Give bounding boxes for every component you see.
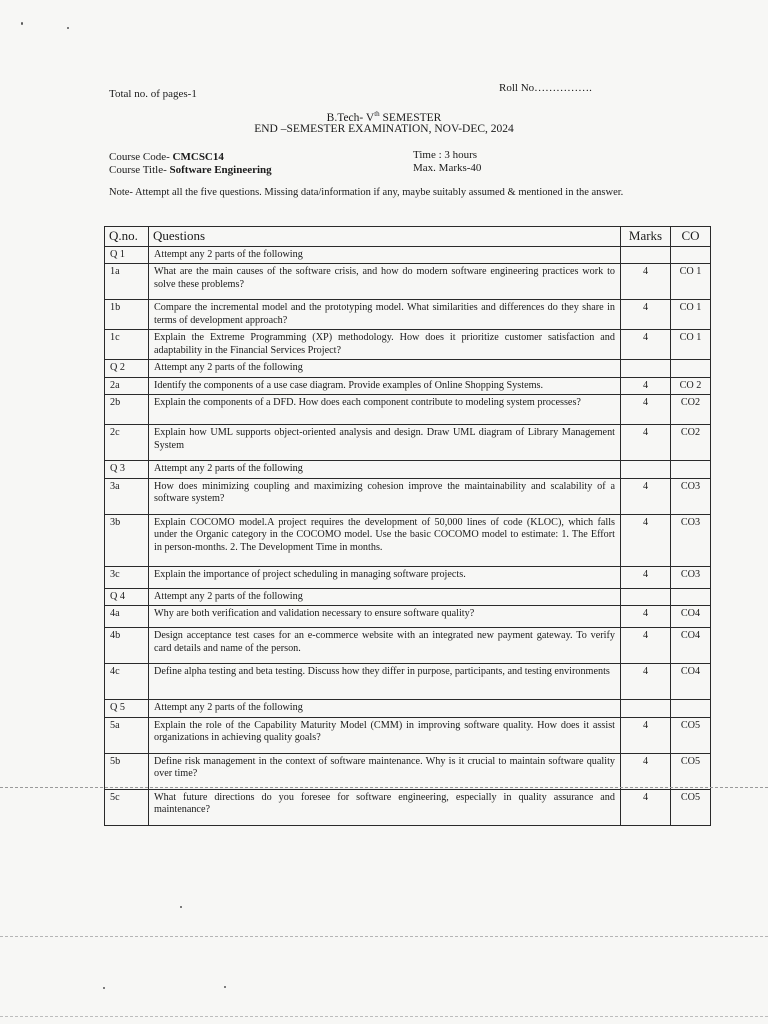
section-instruction: Attempt any 2 parts of the following [149,461,621,479]
question-text: Identify the components of a use case diagram. Provide examples of Online Shopping Systems. [149,377,621,395]
header-co: CO [671,227,711,247]
question-marks: 4 [621,606,671,628]
header-questions: Questions [149,227,621,247]
question-text: Explain the importance of project scheduling in managing software projects. [149,566,621,588]
question-row [105,717,711,753]
section-instruction: Attempt any 2 parts of the following [149,360,621,378]
course-outcome [671,700,711,718]
question-number: 2b [105,395,149,425]
exam-time: Time : 3 hours [413,149,478,161]
question-marks: 4 [621,330,671,360]
section-instruction: Attempt any 2 parts of the following [149,700,621,718]
question-marks: 4 [621,514,671,566]
course-outcome: CO 2 [671,377,711,395]
course-outcome: CO4 [671,606,711,628]
section-row [105,700,711,718]
course-outcome: CO5 [671,717,711,753]
question-number: 1c [105,330,149,360]
question-number: Q 3 [105,461,149,479]
question-marks [621,461,671,479]
scan-speck [180,906,182,908]
question-text: Explain the role of the Capability Maturity Model (CMM) in improving software quality. How does it assist organizations in achieving quality goals? [149,717,621,753]
question-row [105,753,711,789]
question-marks: 4 [621,395,671,425]
question-text: Explain COCOMO model.A project requires the development of 50,000 lines of code (KLOC), which falls under the Organic category in the COCOMO model. Use the basic COCOMO model to estimate: 1. The Effort in person-months. 2. The Development Time in months. [149,514,621,566]
scan-speck [103,987,105,989]
question-row [105,264,711,300]
header-qno: Q.no. [105,227,149,247]
question-text: What are the main causes of the software crisis, and how do modern software engineering practices work to solve these problems? [149,264,621,300]
scan-speck [224,986,226,988]
question-text: Explain how UML supports object-oriented analysis and design. Draw UML diagram of Library Management System [149,425,621,461]
question-marks [621,588,671,606]
question-number: Q 2 [105,360,149,378]
question-rows [105,246,711,825]
question-row [105,425,711,461]
exam-title: END –SEMESTER EXAMINATION, NOV-DEC, 2024 [254,123,514,135]
question-number: 4c [105,664,149,700]
course-outcome: CO4 [671,664,711,700]
question-row [105,300,711,330]
question-marks: 4 [621,628,671,664]
course-title: Course Title- Software Engineering [109,164,272,176]
question-number: Q 5 [105,700,149,718]
question-number: 2c [105,425,149,461]
section-row [105,588,711,606]
question-text: How does minimizing coupling and maximizing cohesion improve the maintainability and scalability of a software system? [149,478,621,514]
course-outcome [671,246,711,264]
question-text: Define alpha testing and beta testing. Discuss how they differ in purpose, participants, and testing environments [149,664,621,700]
question-text: Design acceptance test cases for an e-commerce website with an integrated new payment gateway. To verify card details and name of the person. [149,628,621,664]
question-text: What future directions do you foresee for software engineering, especially in quality assurance and maintenance? [149,789,621,825]
question-row [105,395,711,425]
question-text: Compare the incremental model and the prototyping model. What similarities and differences do they share in terms of development approach? [149,300,621,330]
question-marks: 4 [621,717,671,753]
question-number: 2a [105,377,149,395]
section-row [105,360,711,378]
roll-number: Roll No……………. [499,82,592,94]
question-text: Explain the components of a DFD. How does each component contribute to modeling system processes? [149,395,621,425]
question-row [105,478,711,514]
section-instruction: Attempt any 2 parts of the following [149,246,621,264]
scan-speck [21,22,23,25]
question-marks: 4 [621,478,671,514]
question-number: 3a [105,478,149,514]
question-number: Q 1 [105,246,149,264]
question-text: Explain the Extreme Programming (XP) methodology. How does it prioritize customer satisfaction and adaptability in the Financial Services Project? [149,330,621,360]
course-outcome [671,360,711,378]
course-outcome: CO5 [671,789,711,825]
scan-line [0,787,768,788]
question-marks: 4 [621,425,671,461]
question-table [104,226,711,826]
question-marks [621,246,671,264]
question-number: 3c [105,566,149,588]
course-outcome: CO4 [671,628,711,664]
header-marks: Marks [621,227,671,247]
scan-speck [67,27,69,29]
scan-line [0,936,768,937]
course-outcome [671,461,711,479]
question-row [105,566,711,588]
question-number: 5c [105,789,149,825]
question-row [105,789,711,825]
question-number: 1b [105,300,149,330]
course-outcome: CO3 [671,478,711,514]
question-text: Why are both verification and validation necessary to ensure software quality? [149,606,621,628]
question-number: 5a [105,717,149,753]
question-number: 4b [105,628,149,664]
question-row [105,377,711,395]
question-number: 1a [105,264,149,300]
question-row [105,514,711,566]
question-marks: 4 [621,664,671,700]
question-marks: 4 [621,566,671,588]
course-outcome: CO 1 [671,330,711,360]
question-row [105,330,711,360]
question-marks [621,360,671,378]
question-marks: 4 [621,789,671,825]
question-marks [621,700,671,718]
program-heading: B.Tech- Vth SEMESTER [326,110,442,124]
scan-line [0,1016,768,1017]
max-marks: Max. Marks-40 [413,162,482,174]
course-outcome: CO 1 [671,300,711,330]
question-marks: 4 [621,753,671,789]
question-marks: 4 [621,377,671,395]
question-number: 3b [105,514,149,566]
total-pages: Total no. of pages-1 [109,88,197,100]
section-instruction: Attempt any 2 parts of the following [149,588,621,606]
question-marks: 4 [621,264,671,300]
question-number: 5b [105,753,149,789]
course-outcome: CO2 [671,425,711,461]
table-header-row [105,227,711,247]
question-number: Q 4 [105,588,149,606]
course-outcome: CO2 [671,395,711,425]
section-row [105,246,711,264]
question-row [105,628,711,664]
question-text: Define risk management in the context of software maintenance. Why is it crucial to maintain software quality over time? [149,753,621,789]
course-outcome: CO 1 [671,264,711,300]
course-outcome: CO3 [671,566,711,588]
course-outcome [671,588,711,606]
question-marks: 4 [621,300,671,330]
course-outcome: CO5 [671,753,711,789]
question-row [105,664,711,700]
question-number: 4a [105,606,149,628]
course-code: Course Code- CMCSC14 [109,151,224,163]
course-outcome: CO3 [671,514,711,566]
instructions-note: Note- Attempt all the five questions. Missing data/information if any, maybe suitably assumed & mentioned in the answer. [109,187,624,198]
section-row [105,461,711,479]
question-row [105,606,711,628]
